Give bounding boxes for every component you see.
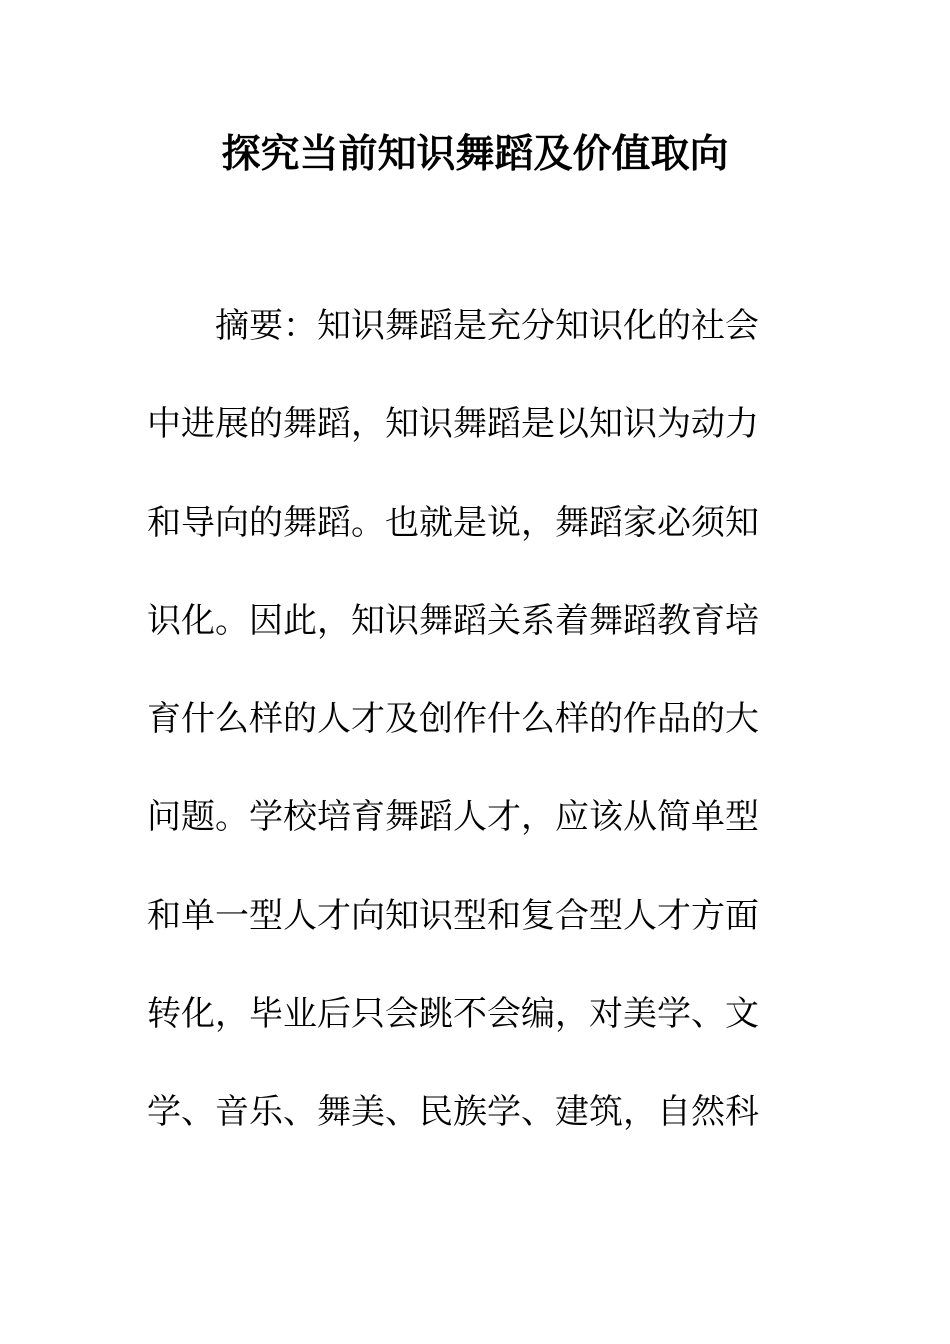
text-line: 中进展的舞蹈，知识舞蹈是以知识为动力 (147, 404, 759, 445)
text-line: 学、音乐、舞美、民族学、建筑，自然科 (147, 1092, 759, 1133)
text-line: 识化。因此，知识舞蹈关系着舞蹈教育培 (147, 600, 759, 641)
abstract-body (147, 300, 787, 1185)
text-line: 和单一型人才向知识型和复合型人才方面 (147, 895, 759, 936)
text-line: 问题。学校培育舞蹈人才，应该从简单型 (147, 797, 759, 838)
text-line: 转化，毕业后只会跳不会编，对美学、文 (147, 994, 759, 1035)
text-line: 摘要：知识舞蹈是充分知识化的社会 (215, 306, 759, 346)
text-line: 育什么样的人才及创作什么样的作品的大 (147, 699, 759, 740)
text-line: 和导向的舞蹈。也就是说，舞蹈家必须知 (147, 502, 759, 543)
document-title: 探究当前知识舞蹈及价值取向 (221, 131, 729, 177)
